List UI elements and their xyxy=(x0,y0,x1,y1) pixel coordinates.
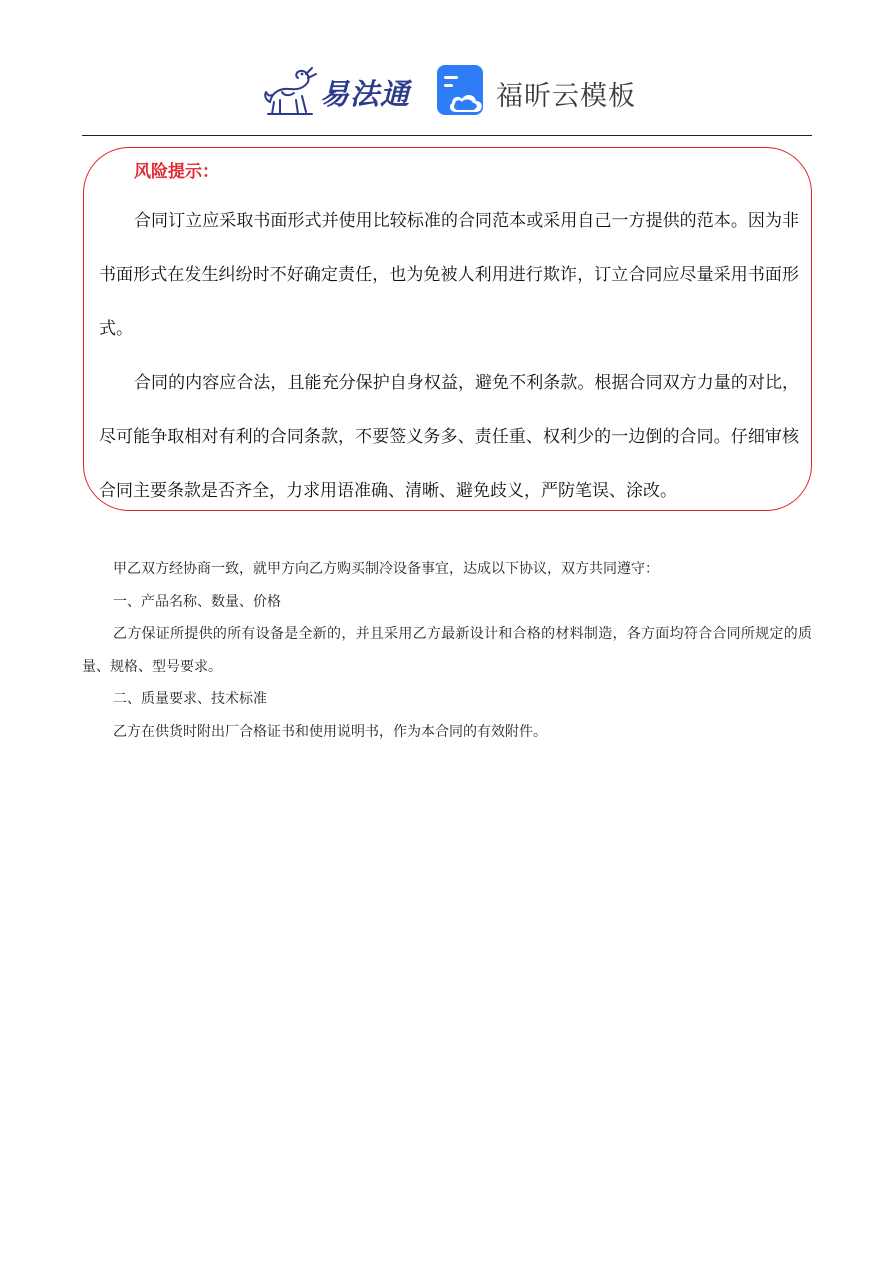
contract-clause: 乙方保证所提供的所有设备是全新的，并且采用乙方最新设计和合格的材料制造，各方面均符合合同所规定的质量、规格、型号要求。 xyxy=(82,626,812,675)
yifatong-logo xyxy=(262,62,412,118)
risk-notice-paragraph: 合同的内容应合法，且能充分保护自身权益，避免不利条款。根据合同双方力量的对比，尽可能争取相对有利的合同条款，不要签义务多、责任重、权利少的一边倒的合同。仔细审核合同主要条款是否齐全，力求用语准确、清晰、避免歧义，严防笔误、涂改。 xyxy=(99,373,799,501)
risk-notice-paragraph: 合同订立应采取书面形式并使用比较标准的合同范本或采用自己一方提供的范本。因为非书面形式在发生纠纷时不好确定责任，也为免被人利用进行欺诈，订立合同应尽量采用书面形式。 xyxy=(99,211,799,339)
cloud-document-icon xyxy=(436,64,488,118)
contract-body xyxy=(82,553,812,748)
header-divider xyxy=(82,135,812,136)
contract-clause: 乙方在供货时附出厂合格证书和使用说明书，作为本合同的有效附件。 xyxy=(113,723,547,740)
fuxin-logo-text: 福昕云模板 xyxy=(496,81,636,112)
fuxin-logo xyxy=(436,64,636,120)
section-heading: 二、质量要求、技术标准 xyxy=(113,691,267,707)
qilin-icon xyxy=(262,62,320,118)
risk-notice-title: 风险提示： xyxy=(134,162,219,182)
section-heading: 一、产品名称、数量、价格 xyxy=(113,593,281,610)
page-header xyxy=(0,0,893,136)
contract-preamble: 甲乙双方经协商一致，就甲方向乙方购买制冷设备事宜，达成以下协议，双方共同遵守： xyxy=(113,561,659,577)
yifatong-logo-text: 易法通 xyxy=(320,77,411,111)
